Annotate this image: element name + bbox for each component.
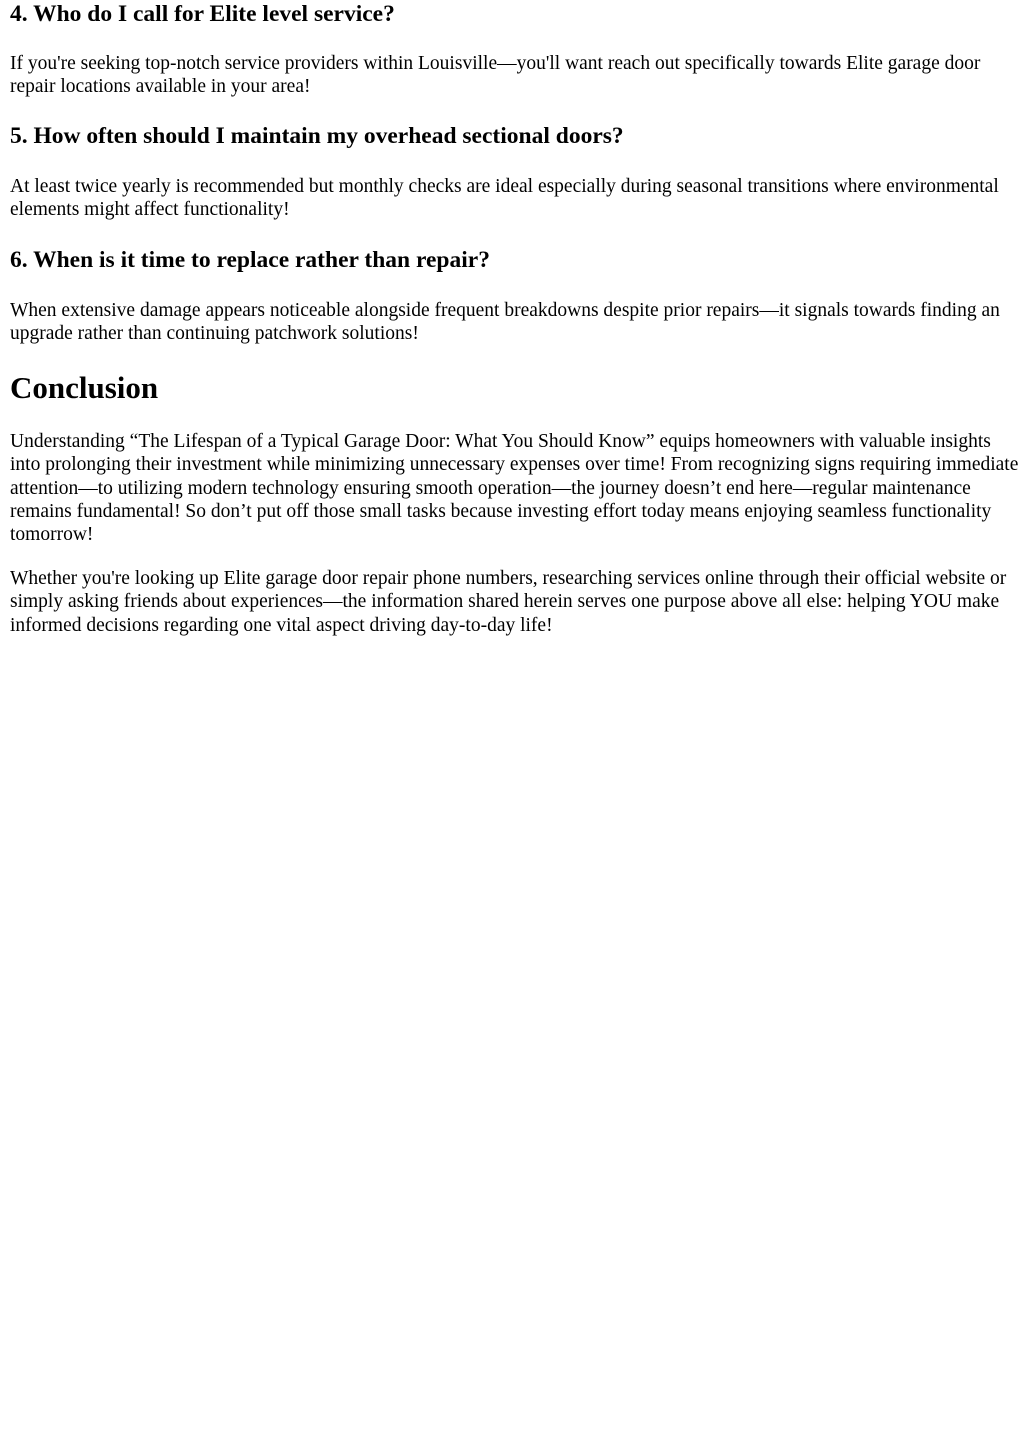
- conclusion-paragraph-1: Understanding “The Lifespan of a Typical Garage Door: What You Should Know” equips homeowners with valuable insights into prolonging their investment while minimizing unnecessary expenses over time! From recognizing signs requiring immediate attention—to utilizing modern technology ensuring smooth operation—the journey doesn’t end here—regular maintenance remains fundamental! So don’t put off those small tasks because investing effort today means enjoying seamless functionality tomorrow!: [10, 431, 1019, 546]
- faq-answer-5: At least twice yearly is recommended but monthly checks are ideal especially during seasonal transitions where environmental elements might affect functionality!: [10, 176, 999, 221]
- faq-answer-6: When extensive damage appears noticeable alongside frequent breakdowns despite prior repairs—it signals towards finding an upgrade rather than continuing patchwork solutions!: [10, 300, 1000, 345]
- faq-question-6: 6. When is it time to replace rather than repair?: [10, 247, 490, 273]
- conclusion-paragraph-2: Whether you're looking up Elite garage door repair phone numbers, researching services online through their official website or simply asking friends about experiences—the information shared herein serves one purpose above all else: helping YOU make informed decisions regarding one vital aspect driving day-to-day life!: [10, 568, 1007, 636]
- conclusion-heading: Conclusion: [10, 370, 159, 405]
- faq-question-4: 4. Who do I call for Elite level service?: [10, 1, 395, 27]
- faq-question-5: 5. How often should I maintain my overhead sectional doors?: [10, 123, 624, 149]
- faq-answer-4: If you're seeking top-notch service providers within Louisville—you'll want reach out specifically towards Elite garage door repair locations available in your area!: [10, 53, 981, 98]
